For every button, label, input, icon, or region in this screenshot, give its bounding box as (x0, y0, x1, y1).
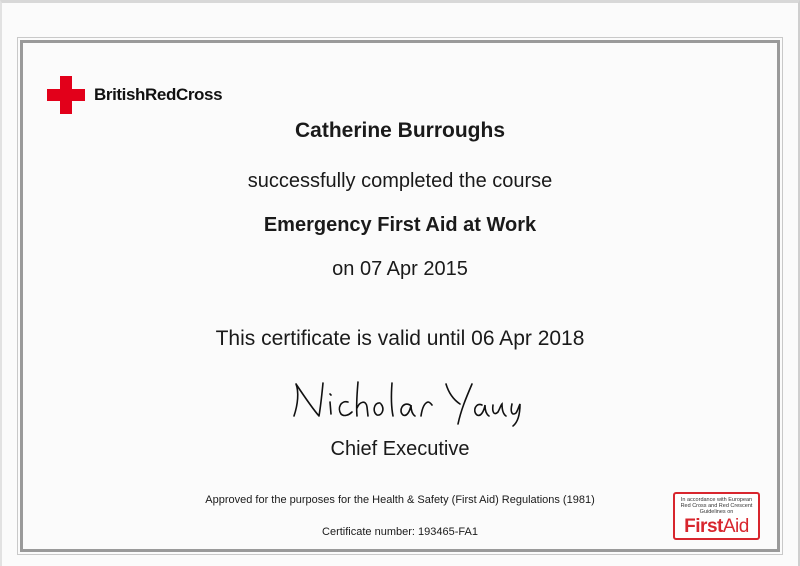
cross-vertical-bar (60, 76, 72, 114)
badge-word-aid: Aid (722, 516, 749, 537)
completed-statement: successfully completed the course (247, 170, 553, 192)
approval-statement: Approved for the purposes for the Health & Safety (First Aid) Regulations (1981) (205, 494, 595, 506)
recipient-name: Catherine Burroughs (294, 119, 506, 142)
handwritten-signature (286, 378, 526, 428)
badge-first-aid-wordmark (675, 517, 758, 537)
certificate-number: Certificate number: 193465-FA1 (322, 526, 478, 538)
course-name: Emergency First Aid at Work (263, 214, 537, 236)
first-aid-guidelines-badge (673, 492, 760, 540)
red-cross-icon (47, 76, 85, 114)
badge-word-first: First (684, 516, 723, 537)
completion-date: on 07 Apr 2015 (332, 258, 468, 280)
british-red-cross-logo (47, 75, 222, 115)
validity-statement: This certificate is valid until 06 Apr 2018 (215, 327, 585, 350)
certificate-frame (20, 40, 780, 552)
logo-wordmark: BritishRedCross (94, 85, 223, 104)
badge-guidelines-text: In accordance with European Red Cross and Red Crescent Guidelines on (680, 497, 753, 515)
signatory-title: Chief Executive (330, 438, 470, 460)
